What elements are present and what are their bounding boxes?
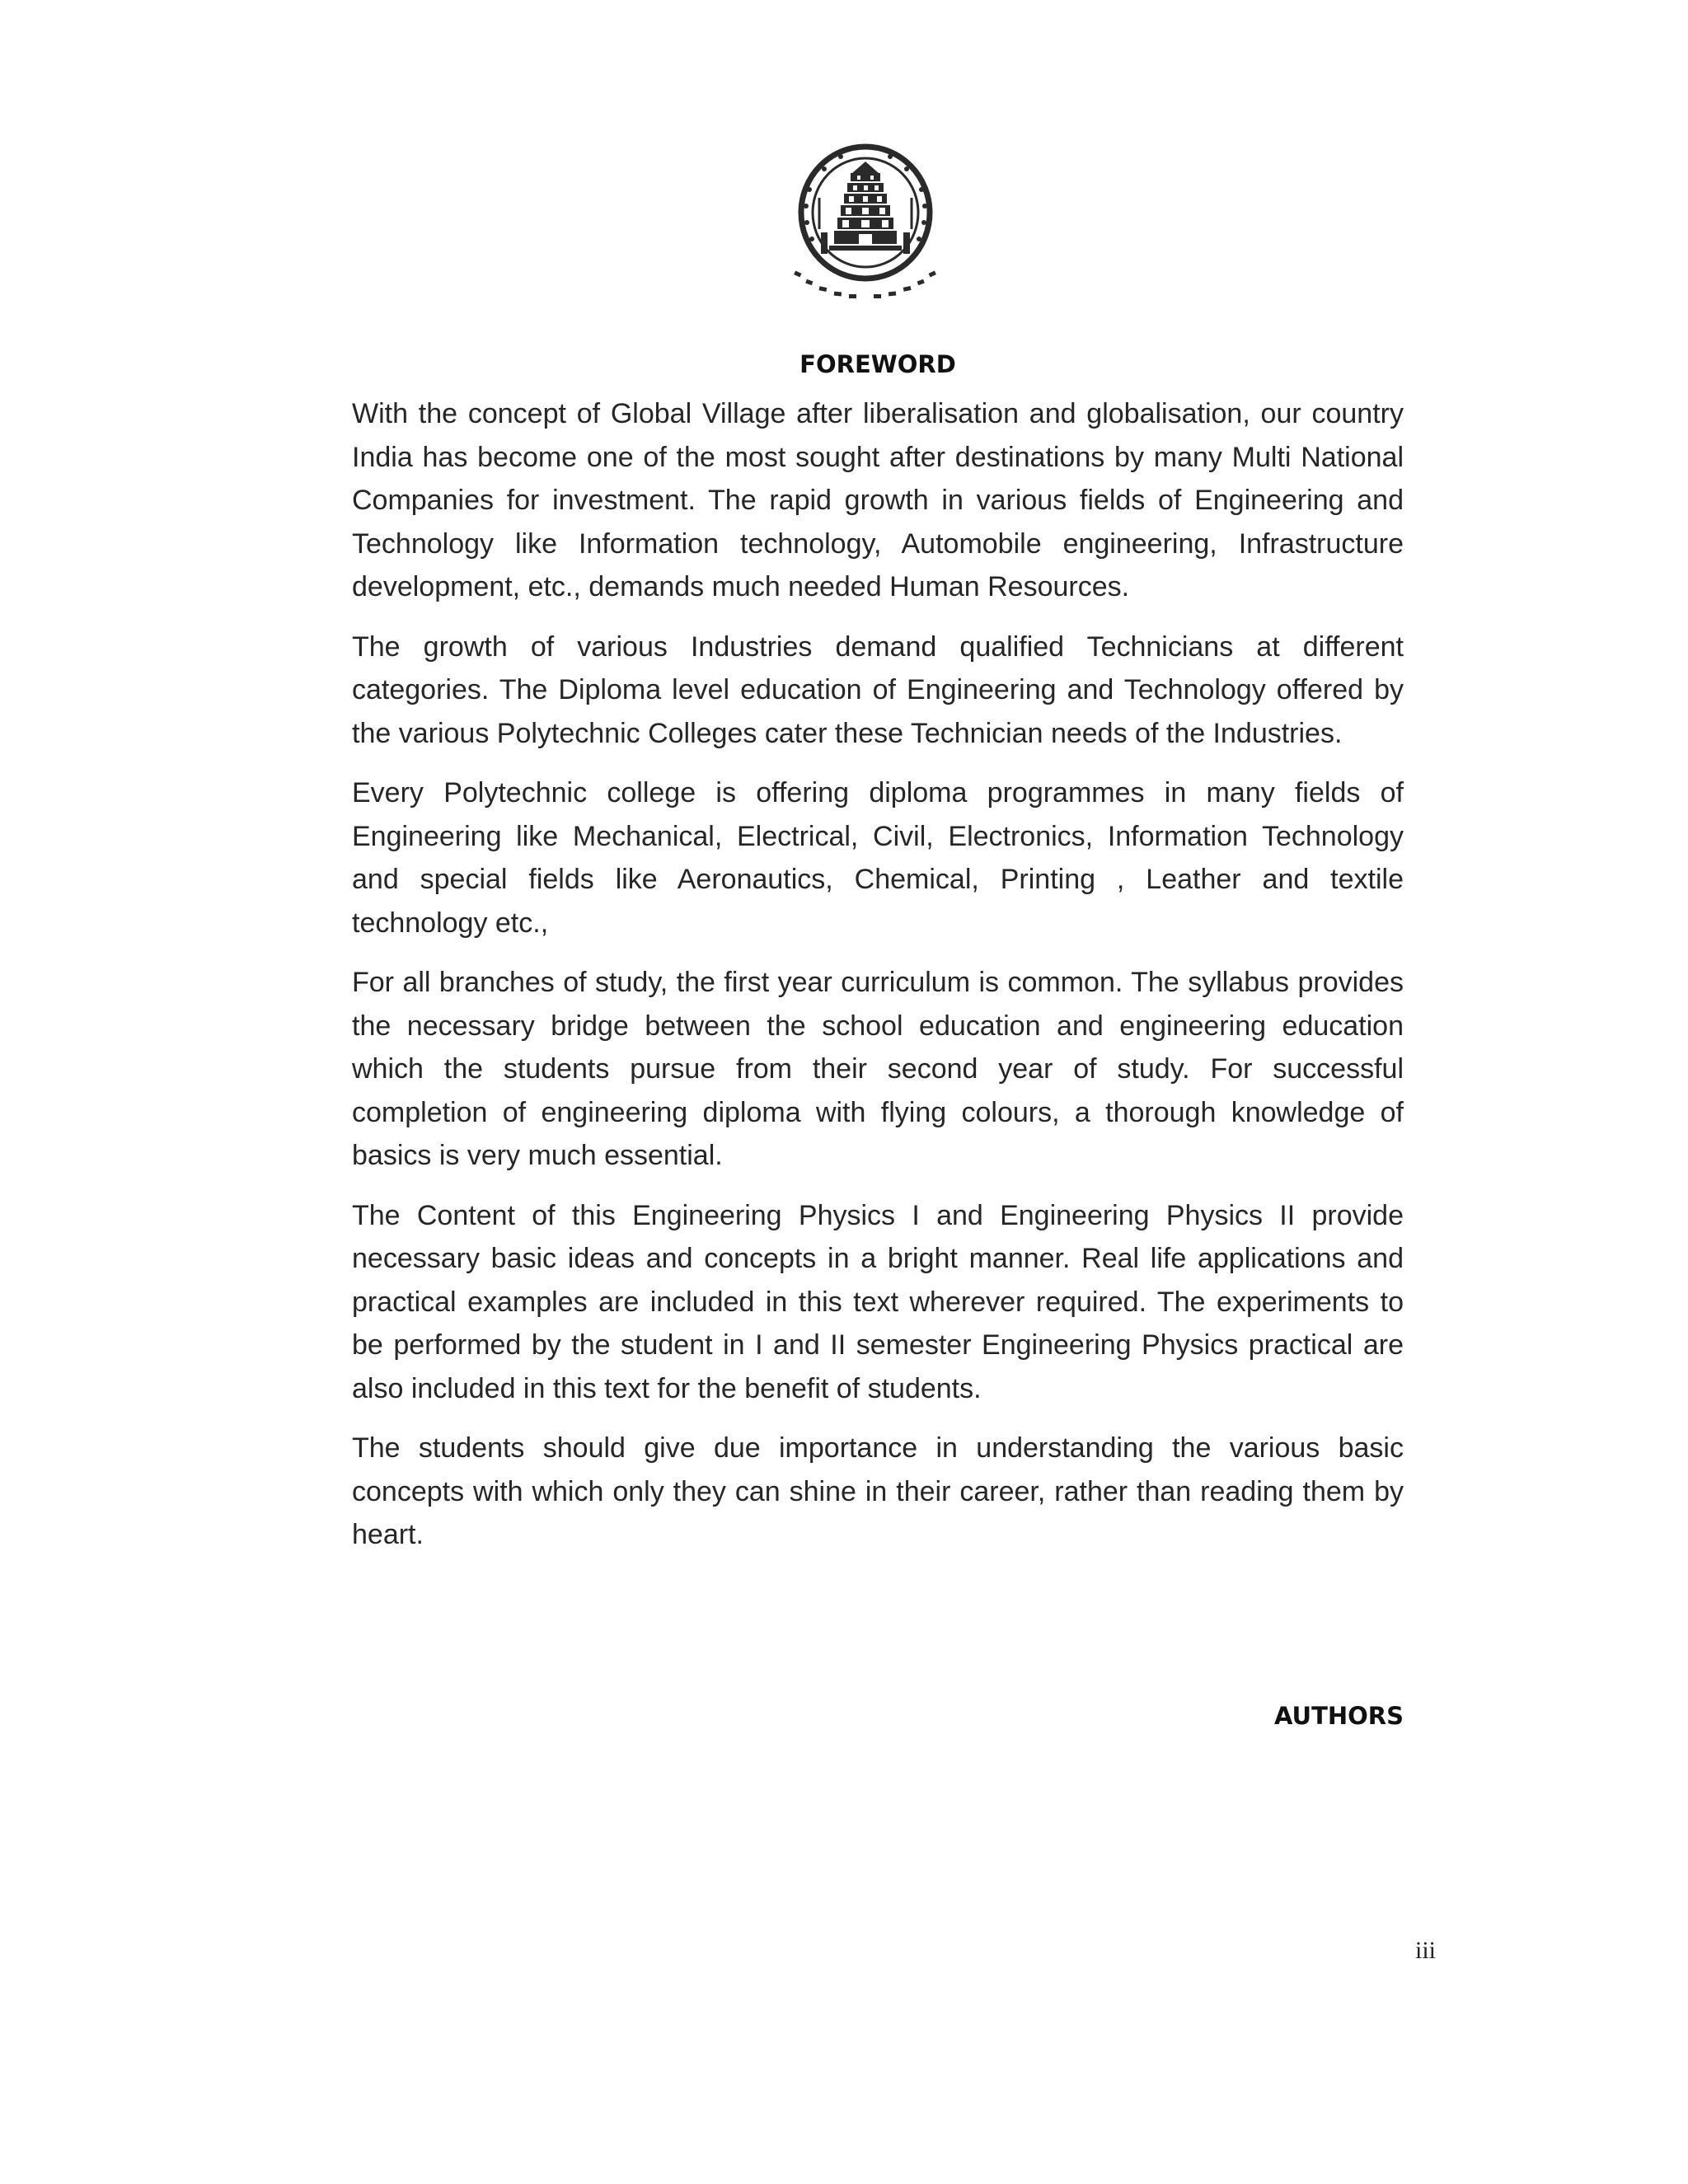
page-number: iii	[1414, 1937, 1436, 1964]
paragraph-4: For all branches of study, the first year curriculum is common. The syllabus provides the necessary bridge between the school education and engineering education which the students pursue from their second year of study. For successful completion of engineering diploma with flying colours, a thorough knowledge of basics is very much essential.	[352, 967, 1404, 1171]
foreword-body	[352, 392, 1404, 1573]
paragraph-3: Every Polytechnic college is offering diploma programmes in many fields of Engineering like Mechanical, Electrical, Civil, Electronics, Information Technology and special fields like Aeronautics, Chemical, Printing , Leather and textile technology etc.,	[352, 777, 1404, 939]
state-emblem-icon	[783, 140, 948, 305]
paragraph-6: The students should give due importance in understanding the various basic concepts with which only they can shine in their career, rather than reading them by heart.	[352, 1432, 1404, 1550]
page-heading: FOREWORD	[799, 350, 956, 378]
paragraph-2: The growth of various Industries demand qualified Technicians at different categories. The Diploma level education of Engineering and Technology offered by the various Polytechnic Colleges cater these Technician needs of the Industries.	[352, 630, 1404, 749]
authors-signature: AUTHORS	[1273, 1702, 1404, 1730]
paragraph-1: With the concept of Global Village after liberalisation and globalisation, our country India has become one of the most sought after destinations by many Multi National Companies for investment. The rapid growth in various fields of Engineering and Technology like Information technology, Automobile engineering, Infrastructure development, etc., demands much needed Human Resources.	[352, 398, 1404, 602]
paragraph-5: The Content of this Engineering Physics I and Engineering Physics II provide necessary basic ideas and concepts in a bright manner. Real life applications and practical examples are included in this text wherever required. The experiments to be performed by the student in I and II semester Engineering Physics practical are also included in this text for the benefit of students.	[352, 1199, 1404, 1404]
